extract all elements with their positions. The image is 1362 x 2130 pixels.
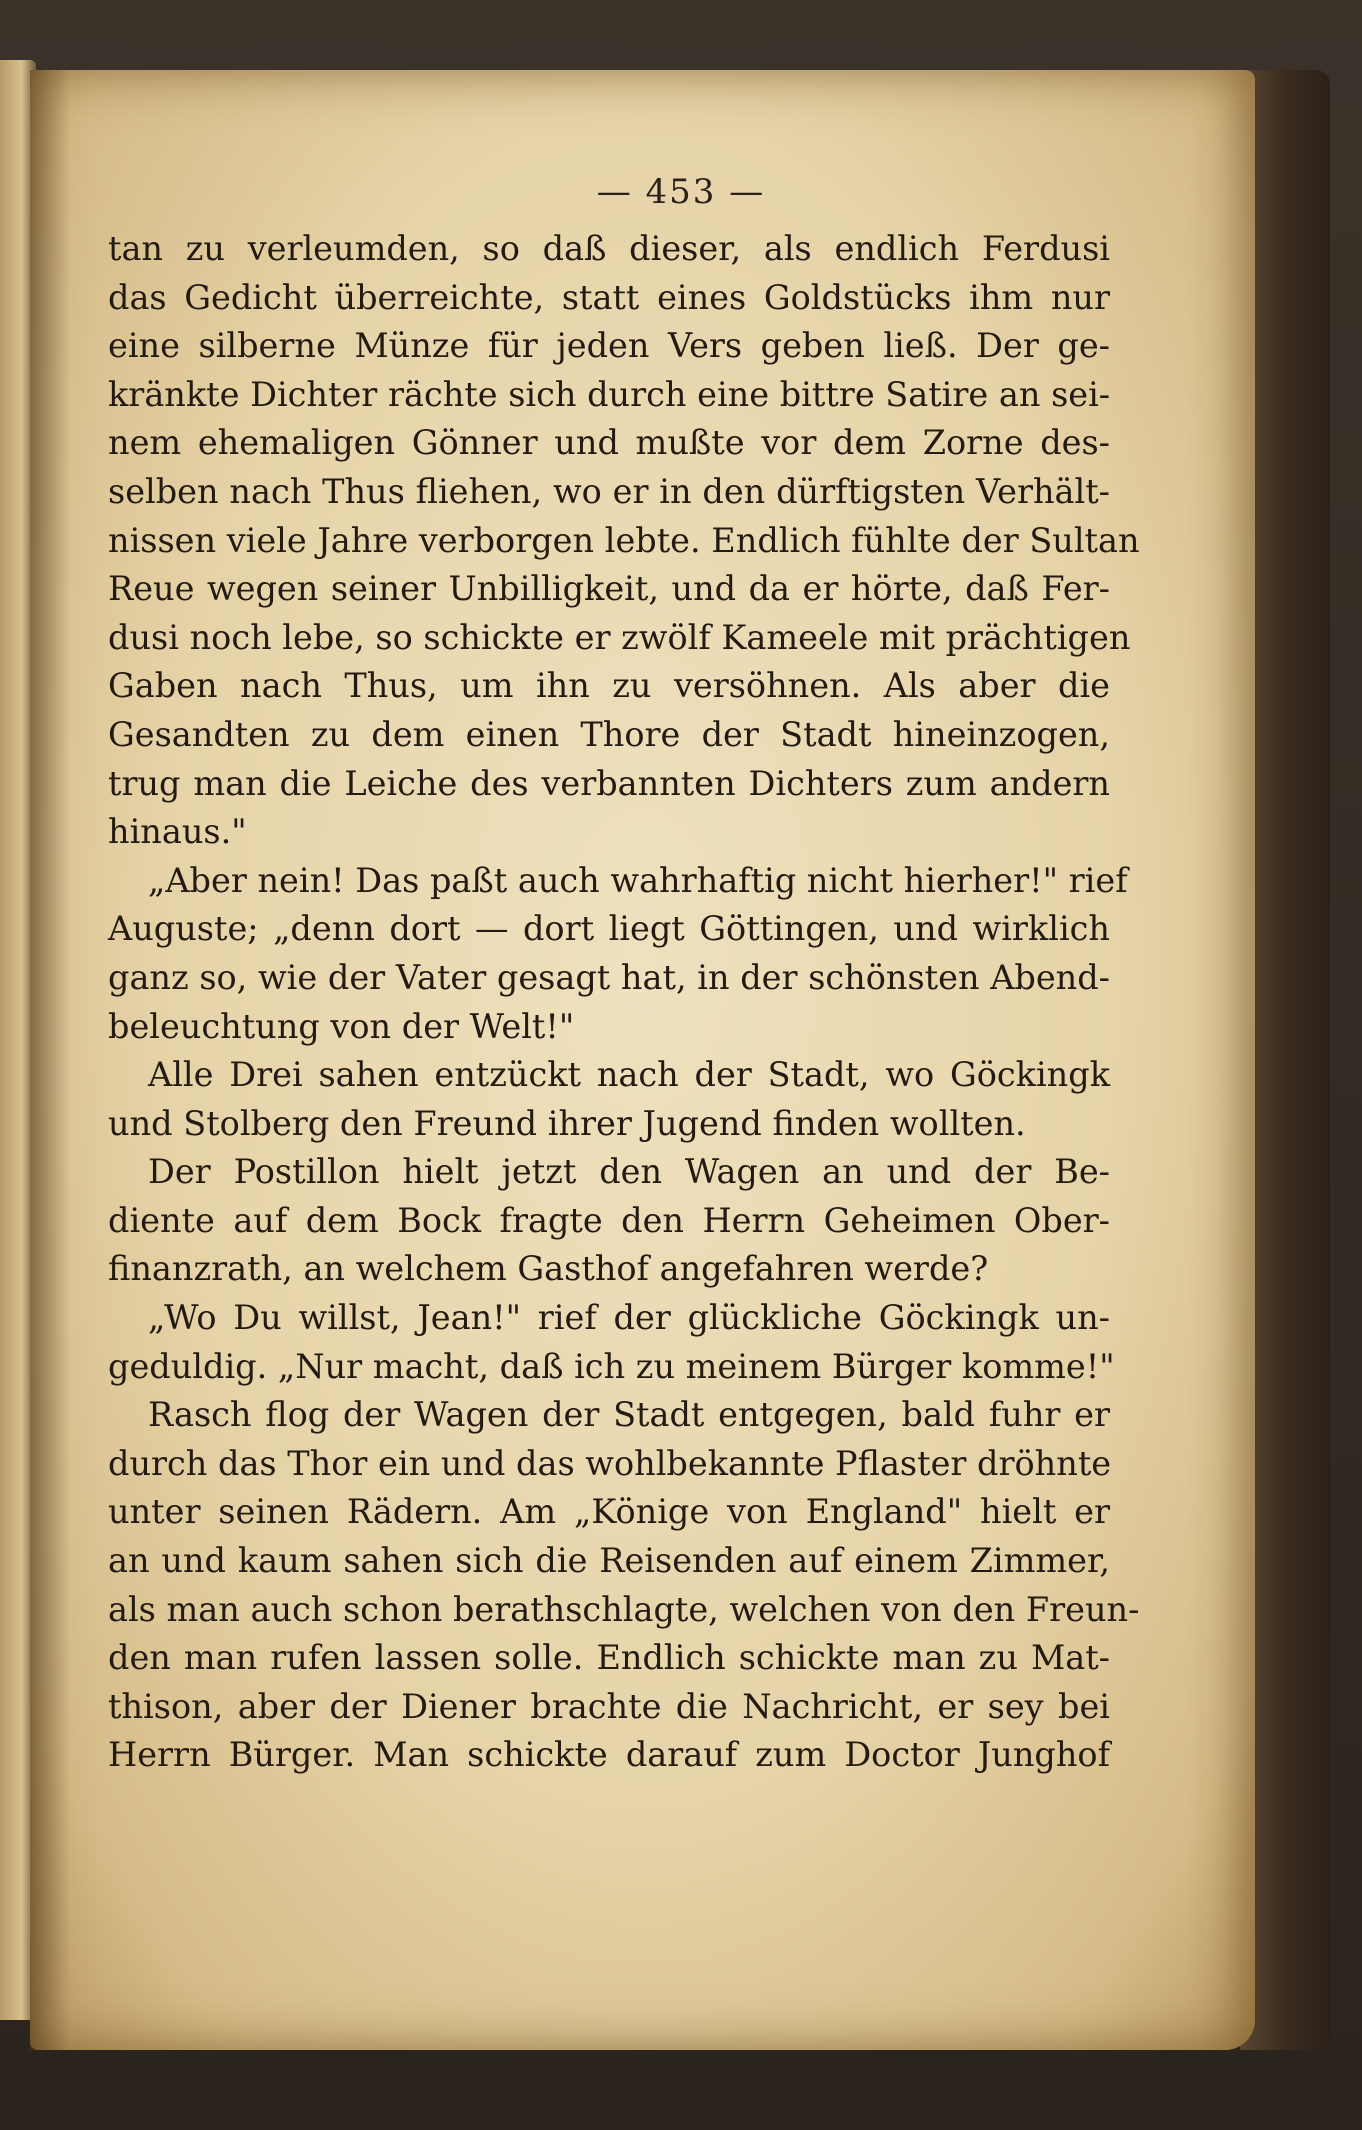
text-line: nissen viele Jahre verborgen lebte. Endlich fühlte der Sultan — [108, 520, 1140, 560]
text-line: Alle Drei sahen entzückt nach der Stadt, wo Göckingk — [148, 1055, 1110, 1095]
text-line: thison, aber der Diener brachte die Nachricht, er sey bei — [108, 1686, 1110, 1726]
text-line: durch das Thor ein und das wohlbekannte Pflaster dröhnte — [108, 1443, 1112, 1483]
text-line: Herrn Bürger. Man schickte darauf zum Doctor Junghof — [108, 1735, 1110, 1775]
text-line: als man auch schon berathschlagte, welchen von den Freun- — [108, 1589, 1140, 1629]
text-line: diente auf dem Bock fragte den Herrn Geheimen Ober- — [108, 1200, 1110, 1240]
text-line: „Wo Du willst, Jean!" rief der glückliche Göckingk un- — [148, 1298, 1110, 1338]
text-line: Gesandten zu dem einen Thore der Stadt hineinzogen, — [108, 714, 1110, 754]
text-line: nem ehemaligen Gönner und mußte vor dem Zorne des- — [108, 423, 1110, 463]
gutter-shadow — [30, 70, 70, 2050]
text-line: Reue wegen seiner Unbilligkeit, und da er hörte, daß Fer- — [108, 569, 1110, 609]
text-line: das Gedicht überreichte, statt eines Goldstücks ihm nur — [108, 277, 1110, 317]
body-text — [108, 225, 1140, 1780]
text-line: unter seinen Rädern. Am „Könige von England" hielt er — [108, 1492, 1110, 1532]
text-line: und Stolberg den Freund ihrer Jugend finden wollten. — [108, 1103, 1026, 1143]
text-line: an und kaum sahen sich die Reisenden auf einem Zimmer, — [108, 1541, 1110, 1581]
text-line: tan zu verleumden, so daß dieser, als endlich Ferdusi — [108, 229, 1110, 268]
text-line: kränkte Dichter rächte sich durch eine bittre Satire an sei- — [108, 374, 1111, 414]
text-line: „Aber nein! Das paßt auch wahrhaftig nicht hierher!" rief — [148, 860, 1128, 900]
text-line: Rasch flog der Wagen der Stadt entgegen, bald fuhr er — [148, 1395, 1110, 1435]
text-line: Der Postillon hielt jetzt den Wagen an und der Be- — [148, 1152, 1110, 1192]
text-line: ganz so, wie der Vater gesagt hat, in der schönsten Abend- — [108, 957, 1110, 997]
text-line: Gaben nach Thus, um ihn zu versöhnen. Als aber die — [108, 666, 1110, 706]
text-line: trug man die Leiche des verbannten Dichters zum andern — [108, 763, 1110, 803]
text-line: finanzrath, an welchem Gasthof angefahren werde? — [108, 1249, 989, 1289]
text-line: dusi noch lebe, so schickte er zwölf Kameele mit prächtigen — [108, 617, 1131, 657]
text-line: geduldig. „Nur macht, daß ich zu meinem Bürger komme!" — [108, 1346, 1115, 1386]
text-line: selben nach Thus fliehen, wo er in den dürftigsten Verhält- — [108, 471, 1110, 511]
text-line: den man rufen lassen solle. Endlich schickte man zu Mat- — [108, 1638, 1110, 1678]
text-line: beleuchtung von der Welt!" — [108, 1006, 575, 1046]
text-line: Auguste; „denn dort — dort liegt Göttingen, und wirklich — [108, 909, 1110, 949]
text-line: hinaus." — [108, 812, 247, 852]
text-line: eine silberne Münze für jeden Vers geben ließ. Der ge- — [108, 326, 1110, 366]
page-number: — 453 — — [596, 172, 766, 212]
